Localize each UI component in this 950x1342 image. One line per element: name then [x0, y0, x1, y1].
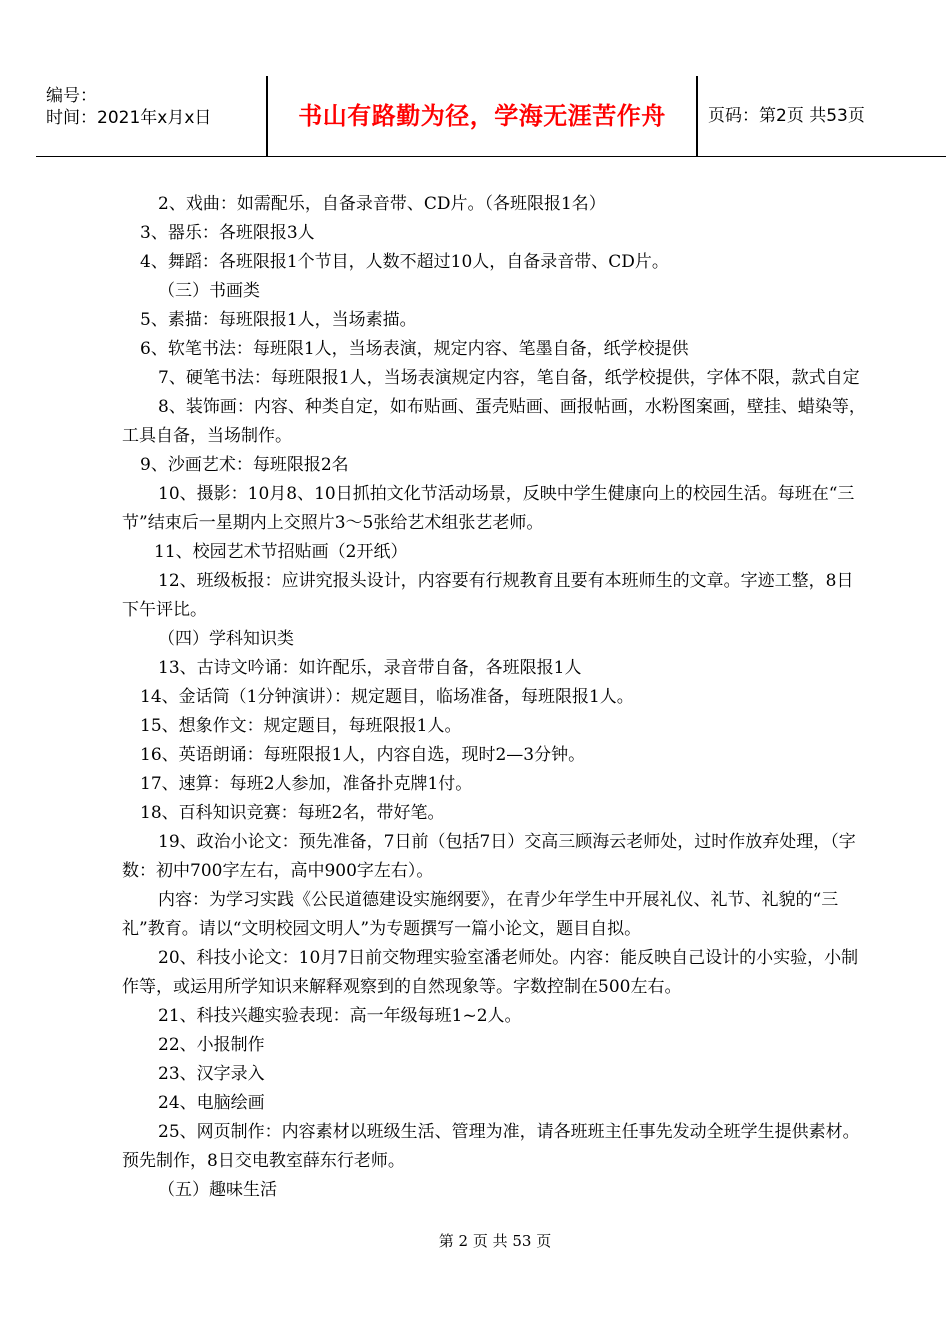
body-paragraph: 17、速算：每班2人参加，准备扑克牌1付。 [140, 774, 473, 794]
body-paragraph: （三）书画类 [158, 281, 260, 301]
body-paragraph: 19、政治小论文：预先准备，7日前（包括7日）交高三顾海云老师处，过时作放弃处理，（字数：初中700字左右，高中900字左右）。 [122, 832, 856, 881]
header-divider-right [696, 76, 698, 156]
body-paragraph: 6、软笔书法：每班限1人，当场表演，规定内容、笔墨自备，纸学校提供 [140, 339, 689, 359]
body-paragraph: 2、戏曲：如需配乐，自备录音带、CD片。（各班限报1名） [158, 194, 606, 214]
header-slogan-cell [268, 76, 696, 156]
body-paragraph: 12、班级板报：应讲究报头设计，内容要有行规教育且要有本班师生的文章。字迹工整，8日下午评比。 [122, 571, 854, 620]
body-paragraph: 16、英语朗诵：每班限报1人，内容自选，现时2—3分钟。 [140, 745, 586, 765]
body-paragraph: 7、硬笔书法：每班限报1人，当场表演规定内容，笔自备，纸学校提供，字体不限，款式自定 [158, 368, 860, 388]
body-paragraph: 5、素描：每班限报1人，当场素描。 [140, 310, 417, 330]
body-paragraph: 内容：为学习实践《公民道德建设实施纲要》，在青少年学生中开展礼仪、礼节、礼貌的“三礼”教育。请以“文明校园文明人”为专题撰写一篇小论文，题目自拟。 [122, 890, 839, 939]
body-paragraph: 14、金话筒（1分钟演讲）：规定题目，临场准备，每班限报1人。 [140, 687, 634, 707]
body-paragraph: （五）趣味生活 [158, 1180, 277, 1200]
body-paragraph: 9、沙画艺术：每班限报2名 [140, 455, 349, 475]
body-paragraph: 21、科技兴趣实验表现：高一年级每班1~2人。 [158, 1006, 522, 1026]
body-paragraph: （四）学科知识类 [158, 629, 294, 649]
body-paragraph: 23、汉字录入 [158, 1064, 265, 1084]
body-paragraph: 20、科技小论文：10月7日前交物理实验室潘老师处。内容：能反映自己设计的小实验，小制作等，或运用所学知识来解释观察到的自然现象等。字数控制在500左右。 [122, 948, 859, 997]
body-paragraph: 13、古诗文吟诵：如许配乐，录音带自备，各班限报1人 [158, 658, 582, 678]
page-header [36, 76, 946, 157]
body-paragraph: 15、想象作文：规定题目，每班限报1人。 [140, 716, 462, 736]
body-paragraph: 11、校园艺术节招贴画（2开纸） [154, 542, 408, 562]
header-slogan: 书山有路勤为径，学海无涯苦作舟 [298, 102, 666, 130]
body-paragraph: 4、舞蹈：各班限报1个节目，人数不超过10人，自备录音带、CD片。 [140, 252, 669, 272]
body-paragraph: 18、百科知识竞赛：每班2名，带好笔。 [140, 803, 445, 823]
body-paragraph: 8、装饰画：内容、种类自定，如布贴画、蛋壳贴画、画报帖画，水粉图案画，壁挂、蜡染等，工具自备，当场制作。 [122, 397, 866, 446]
body-paragraph: 25、网页制作：内容素材以班级生活、管理为准，请各班班主任事先发动全班学生提供素材。预先制作，8日交电教室薛东行老师。 [122, 1122, 860, 1171]
body-paragraph: 3、器乐：各班限报3人 [140, 223, 315, 243]
header-meta [36, 76, 266, 156]
document-time-label: 时间：2021年x月x日 [46, 108, 212, 128]
document-body [122, 190, 866, 1205]
body-paragraph: 24、电脑绘画 [158, 1093, 265, 1113]
document-number-label: 编号： [46, 86, 97, 106]
body-paragraph: 10、摄影：10月8、10日抓拍文化节活动场景，反映中学生健康向上的校园生活。每班在“三节”结束后一星期内上交照片3～5张给艺术组张艺老师。 [122, 484, 855, 533]
body-paragraph: 22、小报制作 [158, 1035, 265, 1055]
header-page-number: 页码：第2页 共53页 [708, 106, 865, 126]
page-footer: 第 2 页 共 53 页 [438, 1232, 552, 1250]
